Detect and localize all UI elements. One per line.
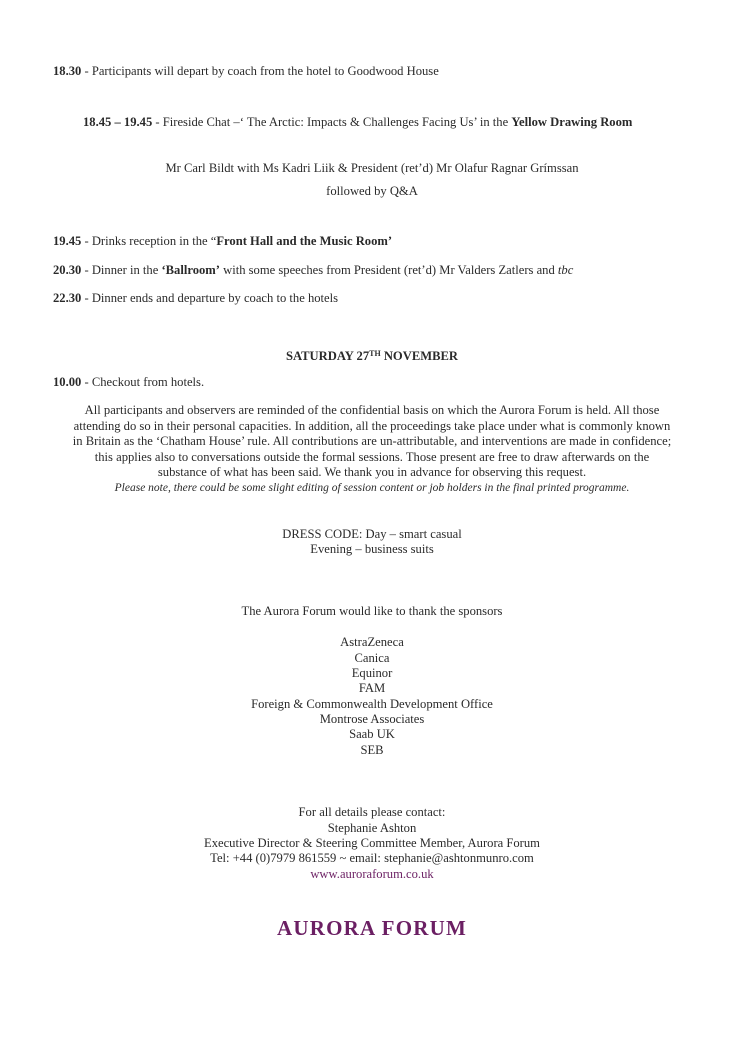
sponsors-intro: The Aurora Forum would like to thank the sponsors [241,604,503,618]
schedule-item-1945 [53,234,392,249]
website-link[interactable]: www.auroraforum.co.uk [310,867,434,881]
sponsor-item: SEB [360,743,384,757]
item-text: - Dinner ends and departure by coach to the hotels [81,291,339,305]
notice-line: this applies also to conversations outside the formal sessions. Those present are free to draw afterwards on the [94,449,650,464]
contact-name: Stephanie Ashton [327,821,417,835]
dress-code-evening: Evening – business suits [310,542,434,556]
sponsor-item: Montrose Associates [319,712,425,726]
heading-text-b: NOVEMBER [380,349,459,363]
item-time: 18.45 – 19.45 [83,115,153,129]
heading-text: SATURDAY 27 [285,349,370,363]
dress-code-day: DRESS CODE: Day – smart casual [282,527,462,541]
contact-role: Executive Director & Steering Committee Member, Aurora Forum [204,836,540,850]
item-venue: ‘Ballroom’ [161,263,220,277]
confidentiality-notice [52,403,692,496]
item-text-b: with some speeches from President (ret’d) Mr Valders Zatlers and [219,263,558,277]
item-text: - Participants will depart by coach from the hotel to Goodwood House [81,64,439,78]
schedule-item-2030 [53,263,573,278]
item-text: - Fireside Chat –‘ The Arctic: Impacts & Challenges Facing Us’ in the [152,115,512,129]
schedule-item-1000 [53,375,204,390]
item-venue: Front Hall and the Music Room’ [216,234,393,248]
sponsor-item: AstraZeneca [340,635,404,649]
contact-intro: For all details please contact: [298,805,446,819]
aurora-forum-logo: AURORA FORUM [277,916,467,940]
item-time: 10.00 [53,375,82,389]
notice-line: All participants and observers are reminded of the confidential basis on which the Aurora Forum is held. All those [84,403,660,417]
chat-followup: followed by Q&A [326,184,418,198]
item-time: 22.30 [53,291,82,305]
chat-speakers: Mr Carl Bildt with Ms Kadri Liik & President (ret’d) Mr Olafur Ragnar Grímssan [165,161,579,175]
item-time: 18.30 [53,64,82,78]
sponsor-item: Equinor [351,666,393,680]
item-time: 19.45 [53,234,82,248]
item-venue: Yellow Drawing Room [511,115,633,129]
contact-phone-email: Tel: +44 (0)7979 861559 ~ email: stephanie@ashtonmunro.com [210,851,534,865]
item-text: - Dinner in the [81,263,162,277]
sponsor-item: Foreign & Commonwealth Development Office [251,697,493,711]
sponsor-item: Saab UK [349,727,395,741]
notice-line: attending do so in their personal capacities. In addition, all the proceedings take place under what is commonly known [73,418,671,433]
editing-note: Please note, there could be some slight editing of session content or job holders in the final printed programme. [114,481,630,494]
saturday-heading [0,346,744,364]
item-tbc: tbc [557,263,574,277]
heading-superscript: TH [369,349,381,358]
schedule-item-1845 [83,115,632,130]
notice-line: substance of what has been said. We thank you in advance for observing this request. [157,465,587,479]
schedule-item-2230 [53,291,338,306]
notice-line: in Britain as the ‘Chatham House’ rule. All contributions are un-attributable, and interventions are made in confidence; [72,434,672,448]
item-text: - Drinks reception in the “ [81,234,217,248]
item-time: 20.30 [53,263,82,277]
sponsor-item: FAM [358,681,386,695]
item-text: - Checkout from hotels. [81,375,205,389]
sponsor-item: Canica [354,651,390,665]
schedule-item-1830 [53,64,439,79]
